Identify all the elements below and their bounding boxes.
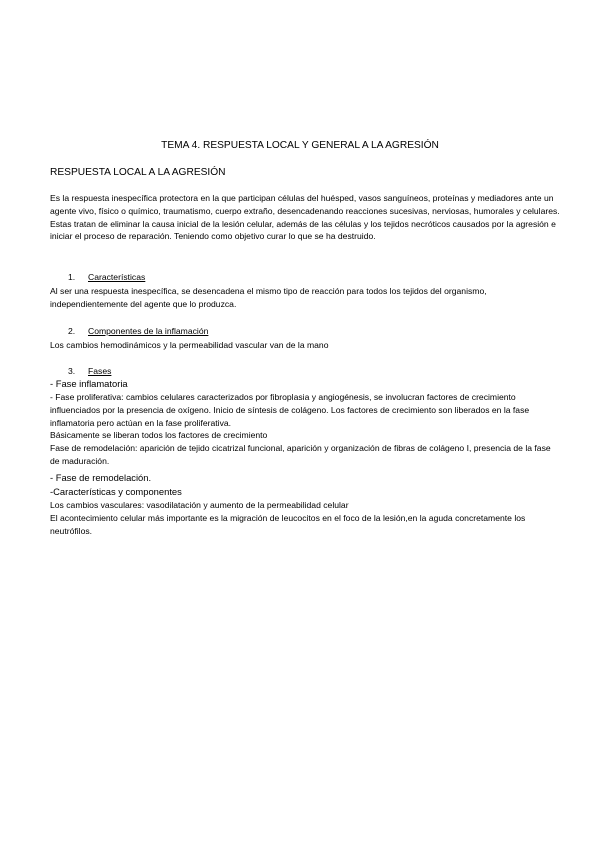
content-paragraph: Básicamente se liberan todos los factores de crecimiento: [50, 430, 268, 441]
document-title: TEMA 4. RESPUESTA LOCAL Y GENERAL A LA AGRESIÓN: [161, 140, 439, 151]
content-paragraph: Los cambios hemodinámicos y la permeabilidad vascular van de la mano: [50, 340, 329, 350]
item-content: [50, 471, 560, 498]
content-paragraph: - Fase inflamatoria: [50, 378, 128, 389]
item-content: [50, 378, 560, 391]
intro-block: [50, 192, 560, 243]
content-paragraph: El acontecimiento celular más importante es la migración de leucocitos en el foco de la lesión,en la aguda concretamente los neutrófilos.: [50, 512, 526, 536]
content-paragraph: - Fase de remodelación.: [50, 472, 152, 483]
list-item-label: Componentes de la inflamación: [88, 326, 209, 336]
list-item-label: Características: [88, 272, 146, 282]
section-heading: RESPUESTA LOCAL A LA AGRESIÓN: [50, 167, 226, 178]
content-paragraph: Los cambios vasculares: vasodilatación y aumento de la permeabilidad celular: [50, 500, 349, 510]
item-content: [50, 339, 560, 352]
content-paragraph: - Fase proliferativa: cambios celulares caracterizados por fibroplasia y angiogénesis, se involucran factores de crecimiento influenciados por la presencia de oxígeno. Inicio de síntesis de colágeno. Los factores de crecimiento son liberados en la fase inflamatoria pero actúan en la fase proliferativa.: [50, 392, 530, 428]
item-content: [50, 499, 560, 537]
intro-paragraph: Es la respuesta inespecífica protectora en la que participan células del huésped, vasos sanguíneos, proteínas y mediadores ante un agente vivo, físico o químico, traumatismo, cuerpo extraño, desencadenando reacciones sucesivas, nerviosas, humorales y celulares.: [50, 193, 560, 216]
list-item-heading: [68, 325, 208, 337]
content-paragraph: Fase de remodelación: aparición de tejido cicatrizal funcional, aparición y organización de fibras de colágeno I, presencia de la fase de maduración.: [50, 443, 551, 466]
list-item-number: 3.: [68, 366, 76, 376]
content-paragraph: Al ser una respuesta inespecífica, se desencadena el mismo tipo de reacción para todos los tejidos del organismo, independientemente del agente que lo produzca.: [50, 286, 487, 309]
list-item-label: Fases: [88, 366, 112, 376]
intro-paragraph: Estas tratan de eliminar la causa inicial de la lesión celular, además de las células y los tejidos necróticos causados por la agresión e iniciar el proceso de reparación. Teniendo como objetivo curar lo que se ha destruido.: [50, 218, 556, 242]
list-item-number: 1.: [68, 272, 76, 282]
list-item-heading: [68, 365, 111, 377]
content-paragraph: -Características y componentes: [50, 485, 182, 497]
item-content: [50, 285, 560, 311]
list-item-heading: [68, 271, 145, 283]
list-item-number: 2.: [68, 326, 76, 336]
item-content: [50, 391, 560, 468]
